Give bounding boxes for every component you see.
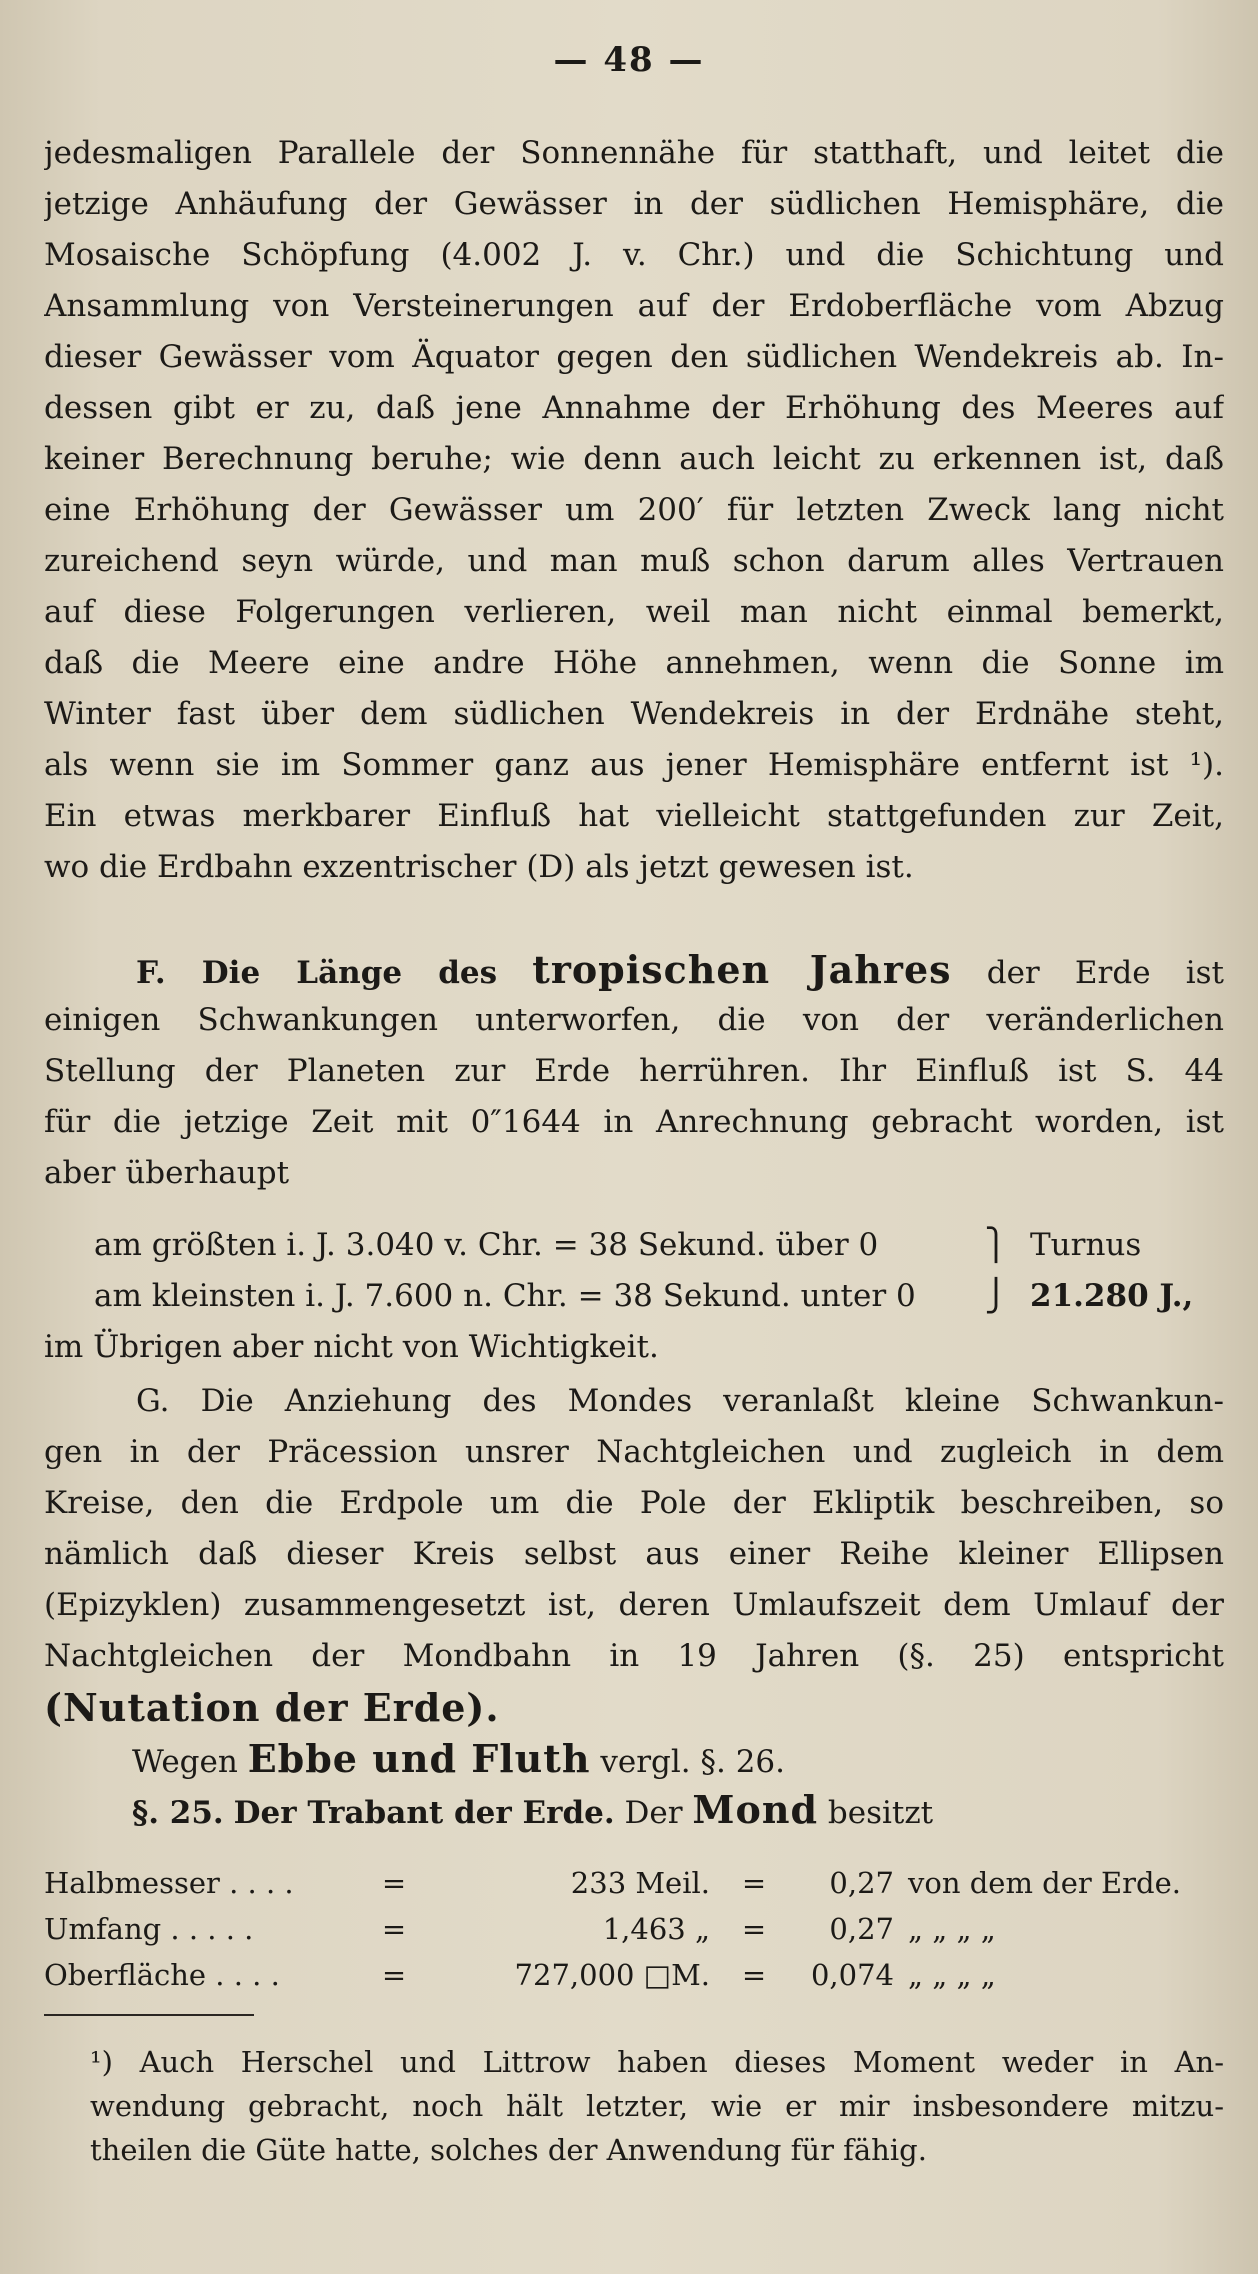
text-fragment: Der [624,1795,683,1831]
text-fragment: besitzt [827,1795,934,1831]
page-number: — 48 — [553,40,705,80]
brace-icon: ⎭ [984,1278,1008,1314]
text-line: (Epizyklen) zusammengesetzt ist, deren Umlaufszeit dem Umlauf der [44,1587,1224,1623]
text-line: Ansammlung von Versteinerungen auf der Erdoberfläche vom Abzug [44,288,1224,324]
text-line: Mosaische Schöpfung (4.002 J. v. Chr.) und die Schichtung und [44,237,1224,273]
text-line: Winter fast über dem südlichen Wendekreis in der Erdnähe steht, [44,696,1224,732]
emphasis-term: Mond [692,1787,819,1832]
text-fragment: im Übrigen aber nicht von Wichtigkeit. [44,1329,659,1365]
text-line: als wenn sie im Sommer ganz aus jener Hemisphäre entfernt ist ¹). [44,747,1224,783]
turnus-extreme: am größten i. J. 3.040 v. Chr. = 38 Sekund. über 0 [94,1227,879,1263]
text-line [44,1322,1224,1373]
text-line: zureichend seyn würde, und man muß schon darum alles Vertrauen [44,543,1224,579]
row-label: Umfang . . . . . [44,1912,254,1946]
row-ratio: 0,27 [829,1912,894,1946]
text-line [44,944,1224,995]
moon-data-table [44,1860,1224,1998]
table-row [44,1952,1224,1998]
text-line: gen in der Präcession unsrer Nachtgleichen und zugleich in dem [44,1434,1224,1470]
equals-sign: = [381,1912,407,1946]
text-line: jetzige Anhäufung der Gewässer in der südlichen Hemisphäre, die [44,186,1224,222]
text-line: dieser Gewässer vom Äquator gegen den südlichen Wendekreis ab. In- [44,339,1224,375]
equals-sign: = [741,1866,767,1900]
table-row [44,1906,1224,1952]
text-line: Kreise, den die Erdpole um die Pole der Ekliptik beschreiben, so [44,1485,1224,1521]
turnus-label: Turnus [1030,1227,1142,1263]
row-ratio: 0,27 [829,1866,894,1900]
text-line: für die jetzige Zeit mit 0″1644 in Anrechnung gebracht worden, ist [44,1104,1224,1140]
text-fragment: der Erde ist [986,955,1224,991]
paragraph-f [44,944,1224,1199]
text-line: Stellung der Planeten zur Erde herrühren. Ihr Einfluß ist S. 44 [44,1053,1224,1089]
equals-sign: = [741,1958,767,1992]
text-line: eine Erhöhung der Gewässer um 200′ für letzten Zweck lang nicht [44,492,1224,528]
section-number: §. 25. [132,1795,224,1831]
emphasis-term: (Nutation der Erde). [44,1685,500,1730]
equals-sign: = [381,1866,407,1900]
footnote-line: theilen die Güte hatte, solches der Anwendung für fähig. [90,2133,927,2167]
section-heading [44,1784,1224,1835]
emphasis-term: Ebbe und Fluth [247,1736,591,1781]
text-line: jedesmaligen Parallele der Sonnennähe für statthaft, und leitet die [44,135,1224,171]
paragraph-g [44,1376,1224,1835]
row-ratio: 0,074 [810,1958,894,1992]
text-line [44,1682,1224,1733]
row-description: von dem der Erde. [908,1866,1181,1900]
footnote [44,2040,1224,2172]
section-lead: F. Die Länge des [136,955,498,991]
text-line: wo die Erdbahn exzentrischer (D) als jetzt gewesen ist. [44,849,914,885]
footnote-line: ¹) Auch Herschel und Littrow haben dieses Moment weder in An- [90,2045,1224,2079]
text-line: G. Die Anziehung des Mondes veranlaßt kleine Schwankun- [136,1383,1224,1419]
emphasis-term: tropischen Jahres [532,947,952,992]
text-line: einigen Schwankungen unterworfen, die von der veränderlichen [44,1002,1224,1038]
paragraph-continuation [44,128,1224,893]
section-title: Der Trabant der Erde. [233,1795,615,1831]
text-line: auf diese Folgerungen verlieren, weil man nicht einmal bemerkt, [44,594,1224,630]
text-line: daß die Meere eine andre Höhe annehmen, wenn die Sonne im [44,645,1224,681]
row-value: 727,000 □M. [514,1958,710,1992]
brace-icon: ⎫ [984,1227,1008,1263]
footnote-divider [44,2014,254,2016]
row-value: 1,463 „ [602,1912,710,1946]
turnus-extreme: am kleinsten i. J. 7.600 n. Chr. = 38 Sekund. unter 0 [94,1278,916,1314]
row-label: Halbmesser . . . . [44,1866,294,1900]
text-fragment: vergl. §. 26. [600,1744,786,1780]
row-label: Oberfläche . . . . [44,1958,280,1992]
text-line: keiner Berechnung beruhe; wie denn auch leicht zu erkennen ist, daß [44,441,1224,477]
equals-sign: = [381,1958,407,1992]
row-description: „ „ „ „ [908,1958,996,1992]
row-value: 233 Meil. [570,1866,710,1900]
turnus-block [44,1220,1224,1373]
table-row [44,1860,1224,1906]
text-line [44,1733,1224,1784]
turnus-row [44,1220,1224,1271]
equals-sign: = [741,1912,767,1946]
text-line: nämlich daß dieser Kreis selbst aus einer Reihe kleiner Ellipsen [44,1536,1224,1572]
row-description: „ „ „ „ [908,1912,996,1946]
text-line: dessen gibt er zu, daß jene Annahme der Erhöhung des Meeres auf [44,390,1224,426]
turnus-row [44,1271,1224,1322]
text-line: aber überhaupt [44,1155,290,1191]
text-line: Nachtgleichen der Mondbahn in 19 Jahren (§. 25) entspricht [44,1638,1224,1674]
text-fragment: Wegen [132,1744,238,1780]
text-line: Ein etwas merkbarer Einfluß hat vielleicht stattgefunden zur Zeit, [44,798,1224,834]
footnote-line: wendung gebracht, noch hält letzter, wie er mir insbesondere mitzu- [90,2089,1224,2123]
turnus-period: 21.280 J., [1030,1278,1194,1314]
